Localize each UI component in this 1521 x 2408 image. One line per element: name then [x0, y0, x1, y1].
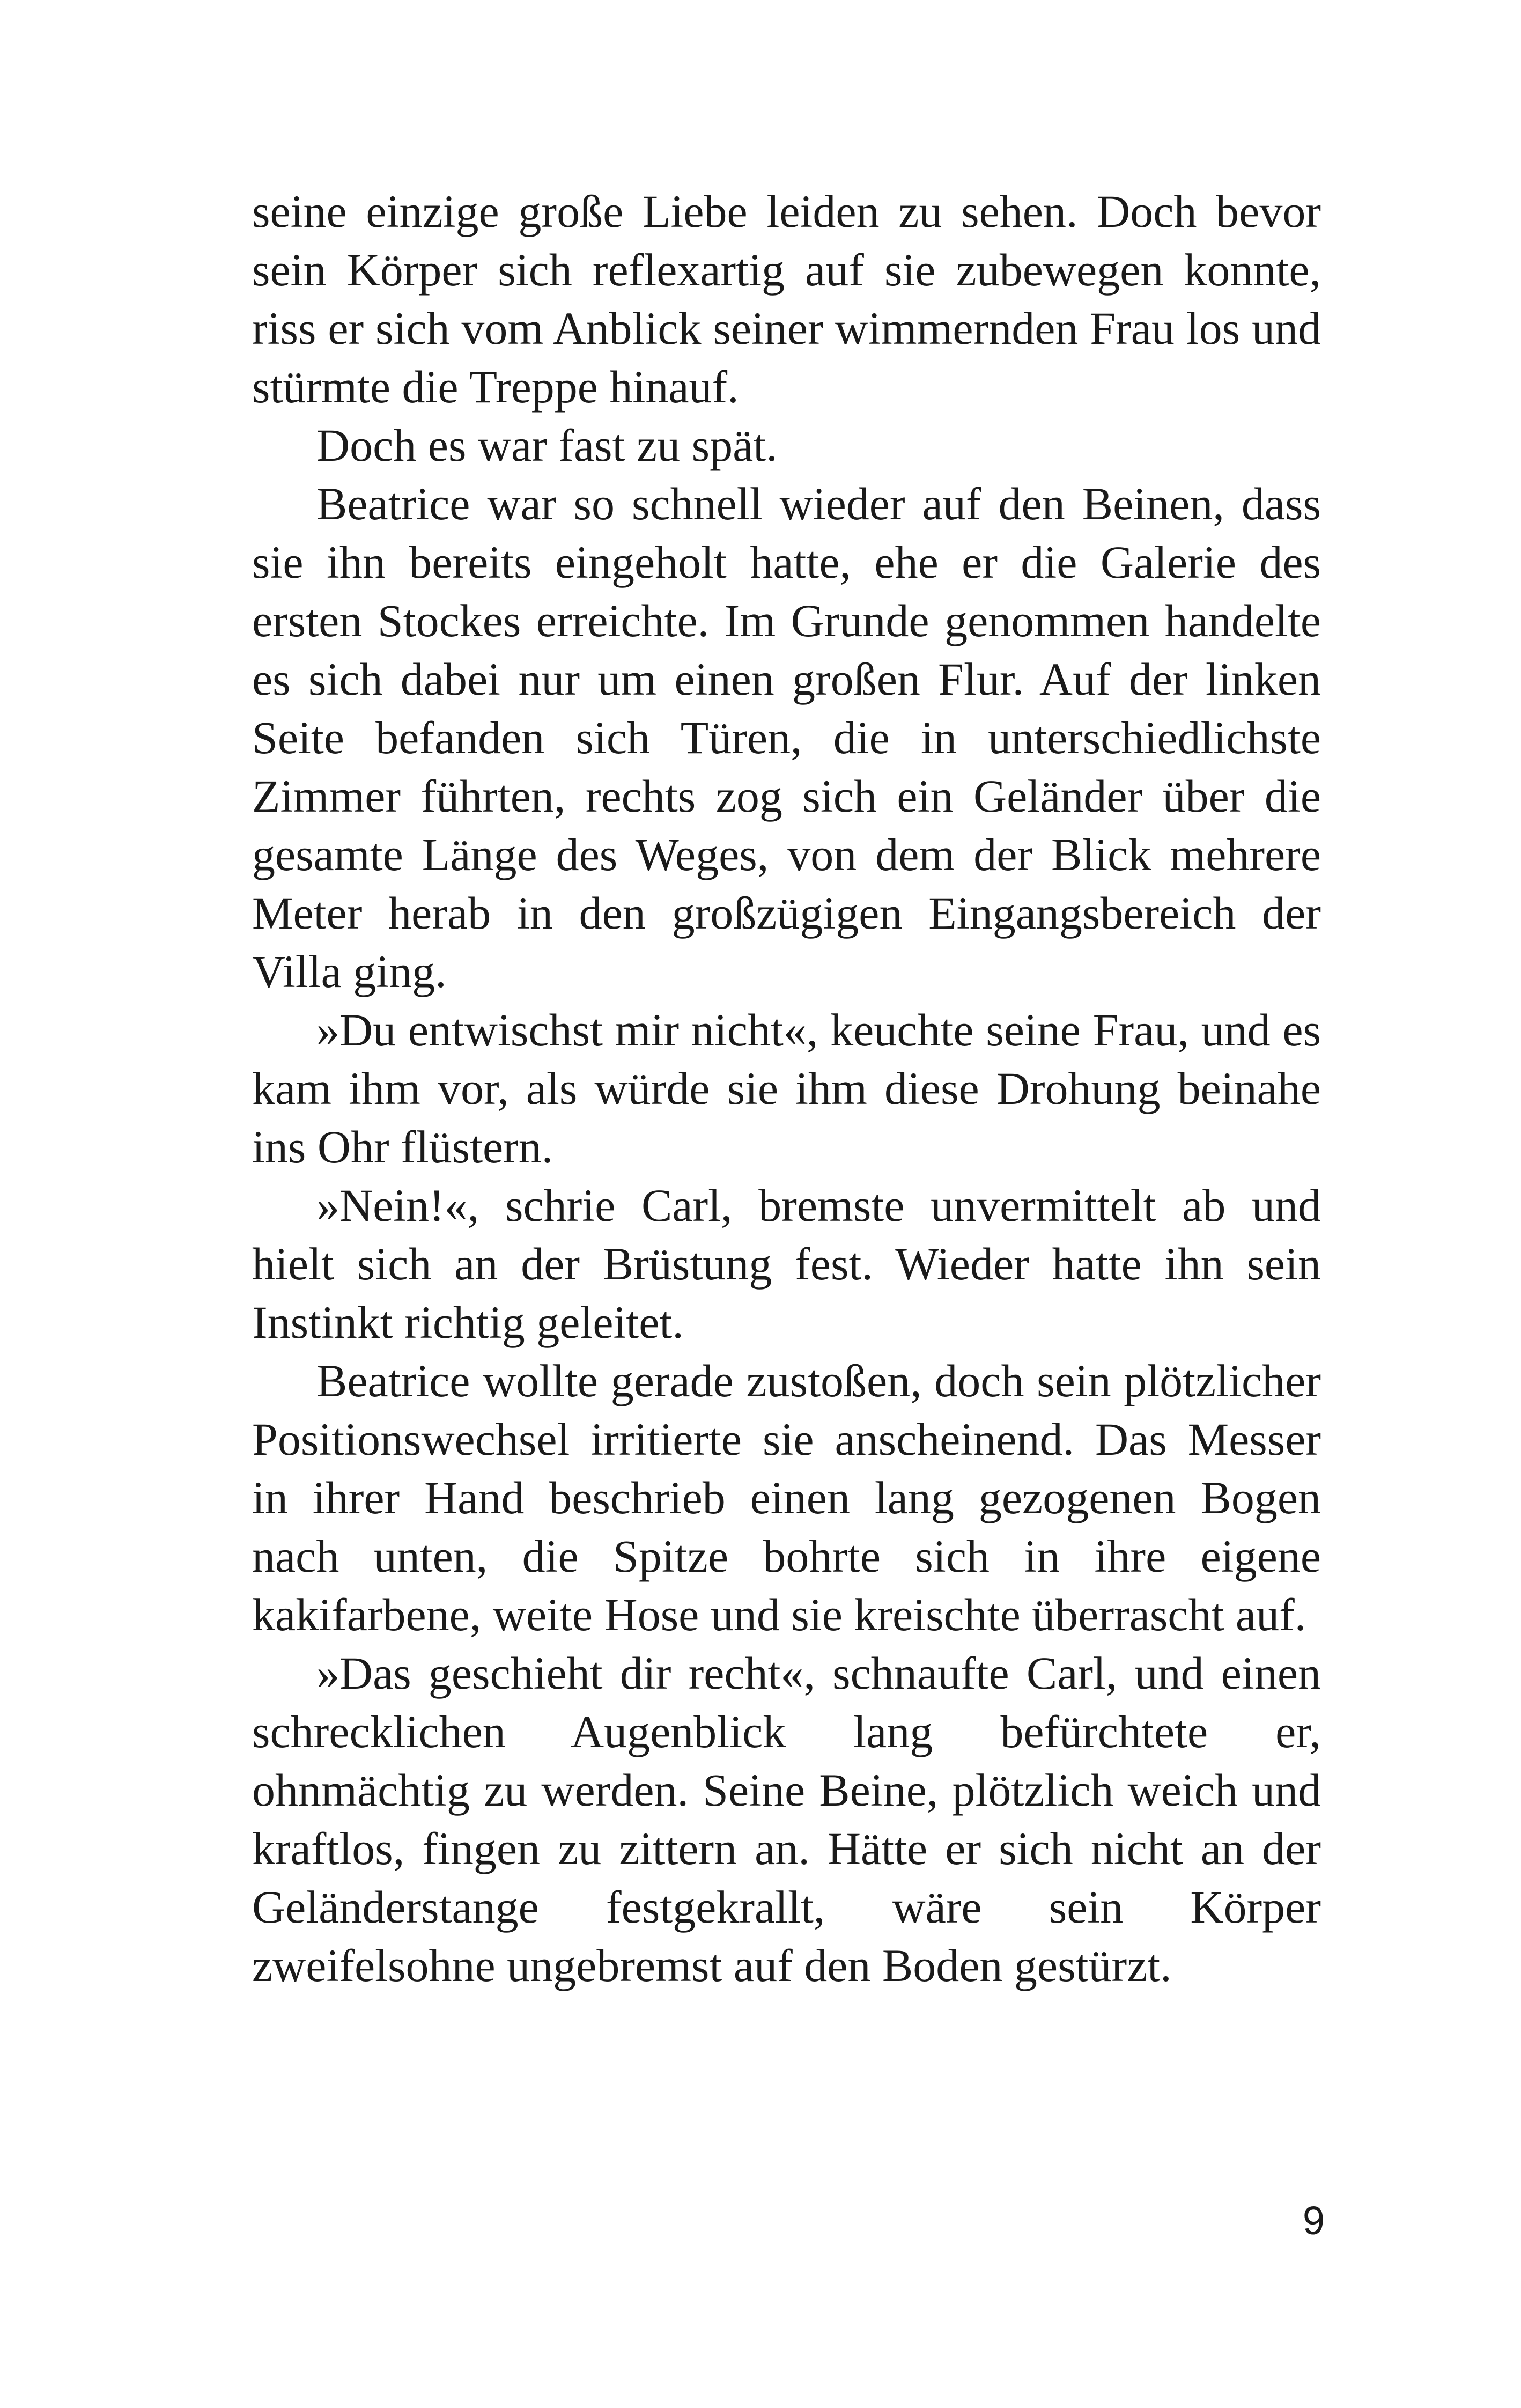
page-number: 9 — [1302, 2198, 1325, 2243]
paragraph: Beatrice wollte gerade zustoßen, doch sein plötzlicher Positionswechsel irritierte sie anscheinend. Das Messer in ihrer Hand beschrieb einen lang gezogenen Bogen nach unten, die Spitze bohrte sich in ihre eigene kakifarbene, weite Hose und sie kreischte überrascht auf. — [252, 1355, 1321, 1640]
body-text — [252, 182, 1321, 1995]
paragraph: »Das geschieht dir recht«, schnaufte Carl, und einen schrecklichen Augenblick lang befürchtete er, ohnmächtig zu werden. Seine Beine, plötzlich weich und kraftlos, fingen zu zittern an. Hätte er sich nicht an der Geländerstange festgekrallt, wäre sein Körper zweifelsohne ungebremst auf den Boden gestürzt. — [252, 1647, 1321, 1991]
paragraph: Beatrice war so schnell wieder auf den Beinen, dass sie ihn bereits eingeholt hatte, ehe er die Galerie des ersten Stockes erreichte. Im Grunde genommen handelte es sich dabei nur um einen großen Flur. Auf der linken Seite befanden sich Türen, die in unterschiedlichste Zimmer führten, rechts zog sich ein Geländer über die gesamte Länge des Weges, von dem der Blick mehrere Meter herab in den großzügigen Eingangsbereich der Villa ging. — [252, 478, 1321, 997]
paragraph: »Nein!«, schrie Carl, bremste unvermittelt ab und hielt sich an der Brüstung fest. Wieder hatte ihn sein Instinkt richtig geleitet. — [252, 1180, 1321, 1348]
paragraph: Doch es war fast zu spät. — [316, 419, 778, 471]
paragraph: »Du entwischst mir nicht«, keuchte seine Frau, und es kam ihm vor, als würde sie ihm diese Drohung beinahe ins Ohr flüstern. — [252, 1004, 1321, 1173]
paragraph: seine einzige große Liebe leiden zu sehen. Doch bevor sein Körper sich reflexartig auf sie zubewegen konnte, riss er sich vom Anblick seiner wimmernden Frau los und stürmte die Treppe hinauf. — [252, 186, 1321, 413]
